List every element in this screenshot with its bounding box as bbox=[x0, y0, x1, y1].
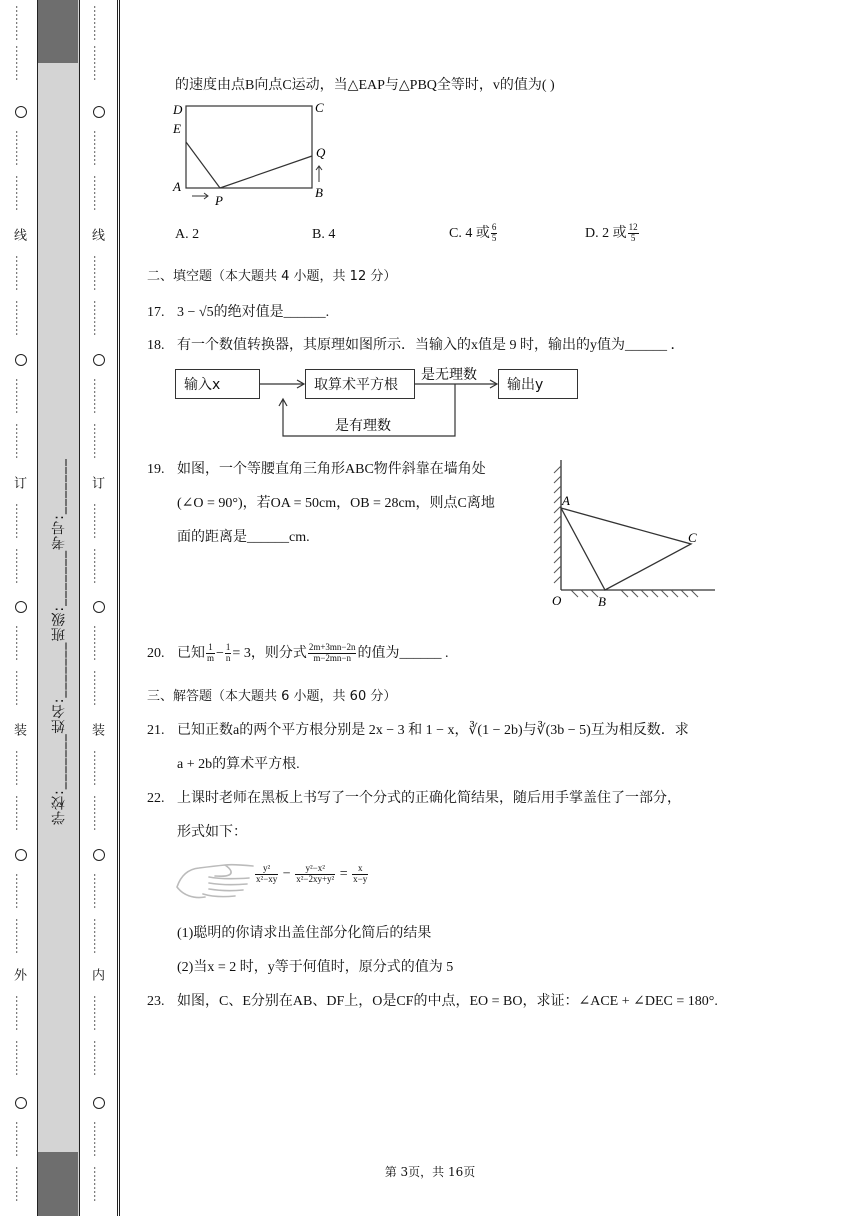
flow-arrows bbox=[255, 360, 675, 440]
binding-label: 订 bbox=[12, 476, 27, 489]
band-bottom-cap bbox=[38, 1152, 78, 1216]
dotted-line: ……… bbox=[13, 625, 27, 661]
binding-label: 装 bbox=[12, 723, 27, 736]
dotted-line: ……… bbox=[13, 130, 27, 166]
dotted-line: ……… bbox=[91, 378, 105, 414]
dotted-line: ……… bbox=[13, 918, 27, 954]
denominator: n bbox=[225, 653, 231, 664]
dotted-line: ……… bbox=[91, 300, 105, 336]
q17-expression: 3 − √5 bbox=[177, 305, 214, 320]
q18-text: 有一个数值转换器，其原理如图所示．当输入的x值是 9 时，输出的y值为______ ． bbox=[177, 338, 685, 353]
flow-rational-label: 是有理数 bbox=[335, 418, 391, 434]
section-2-heading: 二、填空题（本大题共 4 小题，共 12 分） bbox=[147, 269, 397, 284]
binding-hole-icon bbox=[93, 354, 105, 366]
q19-line-3: 面的距离是______cm. bbox=[177, 530, 310, 545]
option-c-prefix: C. 4 或 bbox=[449, 226, 490, 241]
binding-label: 装 bbox=[90, 723, 105, 736]
binding-label: 内 bbox=[90, 968, 105, 981]
student-info-fields: 学校:_______姓名:_______班级:_______考号:_______ bbox=[51, 458, 67, 825]
numerator: 12 bbox=[628, 222, 638, 233]
question-number: 18. bbox=[147, 338, 165, 353]
numerator: 1 bbox=[225, 642, 231, 653]
numerator: x bbox=[352, 864, 368, 875]
numerator: y² bbox=[255, 864, 278, 875]
label-A: A bbox=[562, 493, 570, 508]
binding-label: 线 bbox=[12, 228, 27, 241]
q20-pre: 已知 bbox=[177, 646, 205, 661]
binding-label: 线 bbox=[90, 228, 105, 241]
dotted-line: ……… bbox=[91, 995, 105, 1031]
dotted-line: ……… bbox=[91, 1040, 105, 1076]
denominator: m−2mn−n bbox=[313, 653, 351, 664]
flow-output-box: 输出y bbox=[498, 369, 578, 399]
flow-input-box: 输入x bbox=[175, 369, 260, 399]
dotted-line: ……… bbox=[91, 1166, 105, 1202]
numerator: 6 bbox=[491, 222, 497, 233]
label-E: E bbox=[173, 121, 181, 136]
question-number: 20. bbox=[147, 646, 165, 661]
dotted-line: ……… bbox=[13, 300, 27, 336]
dotted-line: ……… bbox=[13, 750, 27, 786]
label-P: P bbox=[215, 193, 223, 208]
dotted-line: ……… bbox=[13, 423, 27, 459]
label-B: B bbox=[315, 185, 323, 200]
dotted-line: ……… bbox=[13, 255, 27, 291]
q19-wall-triangle-figure bbox=[545, 458, 720, 610]
dotted-line: ……… bbox=[13, 1166, 27, 1202]
binding-hole-icon bbox=[93, 601, 105, 613]
q17-text: 的绝对值是______. bbox=[213, 305, 330, 320]
dotted-line: ……… bbox=[91, 670, 105, 706]
dotted-line: ……… bbox=[13, 45, 27, 81]
binding-hole-icon bbox=[15, 849, 27, 861]
dotted-line: ……… bbox=[91, 5, 105, 41]
dotted-line: ……… bbox=[91, 918, 105, 954]
dotted-line: ……… bbox=[91, 1121, 105, 1157]
q18 bbox=[147, 334, 685, 354]
q22-text: 上课时老师在黑板上书写了一个分式的正确化简结果，随后用手掌盖住了一部分， bbox=[177, 791, 681, 806]
dotted-line: ……… bbox=[91, 45, 105, 81]
q16-option-d bbox=[585, 222, 640, 244]
label-B: B bbox=[598, 594, 606, 609]
q23 bbox=[147, 990, 718, 1010]
dotted-line: ……… bbox=[13, 795, 27, 831]
label-A: A bbox=[173, 179, 181, 194]
q19-line-1 bbox=[147, 458, 486, 478]
label-Q: Q bbox=[316, 145, 326, 160]
binding-hole-icon bbox=[15, 354, 27, 366]
q21-line-2: a + 2b的算术平方根. bbox=[177, 757, 300, 772]
denominator: x−y bbox=[353, 873, 368, 884]
denominator: 5 bbox=[491, 233, 497, 244]
flow-process-box: 取算术平方根 bbox=[305, 369, 415, 399]
q22-sub-1: (1)聪明的你请求出盖住部分化简后的结果 bbox=[177, 926, 432, 941]
q20-mid: = 3，则分式 bbox=[232, 646, 307, 661]
dotted-line: ……… bbox=[91, 873, 105, 909]
q21-text: 已知正数a的两个平方根分别是 2x − 3 和 1 − x，∛(1 − 2b)与∛(3b − 5)互为相反数．求 bbox=[177, 723, 689, 738]
question-number: 21. bbox=[147, 723, 165, 738]
fraction bbox=[255, 864, 278, 885]
flow-irrational-label: 是无理数 bbox=[421, 367, 477, 383]
fraction bbox=[352, 864, 368, 885]
dotted-line: ……… bbox=[91, 750, 105, 786]
label-O: O bbox=[552, 593, 562, 608]
q19-text: 如图，一个等腰直角三角形ABC物件斜靠在墙角处 bbox=[177, 462, 486, 477]
q21-line-1 bbox=[147, 719, 689, 739]
q20-post: 的值为______ . bbox=[357, 646, 449, 661]
fraction bbox=[308, 643, 357, 664]
dotted-line: ……… bbox=[13, 175, 27, 211]
numerator: 1 bbox=[206, 643, 215, 654]
q17 bbox=[147, 301, 329, 321]
numerator: 2m+3mn−2n bbox=[308, 642, 356, 653]
fraction bbox=[225, 643, 232, 664]
q16-option-a: A. 2 bbox=[175, 227, 200, 242]
dotted-line: ……… bbox=[91, 130, 105, 166]
minus-sign: − bbox=[282, 866, 291, 882]
binding-label: 外 bbox=[12, 968, 27, 981]
q22-line-1 bbox=[147, 787, 681, 807]
dotted-line: ……… bbox=[13, 1121, 27, 1157]
fraction bbox=[491, 223, 498, 244]
fraction bbox=[628, 223, 639, 244]
label-C: C bbox=[315, 100, 324, 115]
question-number: 17. bbox=[147, 305, 165, 320]
hand-icon bbox=[175, 857, 257, 901]
dotted-line: ……… bbox=[13, 5, 27, 41]
binding-hole-icon bbox=[15, 1097, 27, 1109]
band-top-cap bbox=[38, 0, 78, 63]
dotted-line: ……… bbox=[91, 503, 105, 539]
q19-line-2: (∠O = 90°)，若OA = 50cm，OB = 28cm，则点C离地 bbox=[177, 496, 495, 511]
inner-binding-line bbox=[117, 0, 120, 1216]
q16-rectangle-figure bbox=[170, 100, 340, 210]
q20 bbox=[147, 642, 448, 664]
binding-hole-icon bbox=[15, 106, 27, 118]
question-number: 22. bbox=[147, 791, 165, 806]
minus-sign: − bbox=[216, 646, 224, 661]
binding-hole-icon bbox=[93, 106, 105, 118]
q16-text: 的速度由点B向点C运动，当△EAP与△PBQ全等时，v的值为( ) bbox=[175, 78, 555, 93]
numerator: y²−x² bbox=[295, 864, 335, 875]
dotted-line: ……… bbox=[91, 625, 105, 661]
dotted-line: ……… bbox=[91, 255, 105, 291]
dotted-line: ……… bbox=[91, 795, 105, 831]
denominator: x²−xy bbox=[256, 873, 278, 884]
dotted-line: ……… bbox=[13, 378, 27, 414]
dotted-line: ……… bbox=[13, 1040, 27, 1076]
fraction bbox=[206, 643, 215, 664]
dotted-line: ……… bbox=[13, 873, 27, 909]
binding-hole-icon bbox=[93, 1097, 105, 1109]
equals-sign: = bbox=[339, 866, 348, 882]
page-number: 第 3页，共 16页 bbox=[384, 1165, 476, 1179]
dotted-line: ……… bbox=[13, 670, 27, 706]
dotted-line: ……… bbox=[91, 175, 105, 211]
question-number: 19. bbox=[147, 462, 165, 477]
q23-text: 如图，C、E分别在AB、DF上，O是CF的中点，EO = BO，求证：∠ACE + ∠DEC = 180°. bbox=[177, 994, 718, 1009]
dotted-line: ……… bbox=[91, 423, 105, 459]
q22-sub-2: (2)当x = 2 时，y等于何值时，原分式的值为 5 bbox=[177, 960, 454, 975]
q16-option-b: B. 4 bbox=[312, 227, 336, 242]
label-C: C bbox=[688, 530, 697, 545]
denominator: 5 bbox=[630, 233, 636, 244]
dotted-line: ……… bbox=[13, 503, 27, 539]
label-D: D bbox=[173, 102, 183, 117]
binding-hole-icon bbox=[15, 601, 27, 613]
section-3-heading: 三、解答题（本大题共 6 小题，共 60 分） bbox=[147, 689, 397, 704]
q22-line-2: 形式如下： bbox=[177, 825, 247, 840]
option-d-prefix: D. 2 或 bbox=[585, 226, 627, 241]
q16-option-c bbox=[449, 222, 498, 244]
dotted-line: ……… bbox=[13, 995, 27, 1031]
denominator: m bbox=[207, 653, 215, 664]
q22-formula bbox=[254, 864, 369, 885]
binding-label: 订 bbox=[90, 476, 105, 489]
fraction bbox=[295, 864, 335, 885]
question-number: 23. bbox=[147, 994, 165, 1009]
dotted-line: ……… bbox=[13, 548, 27, 584]
dotted-line: ……… bbox=[91, 548, 105, 584]
binding-hole-icon bbox=[93, 849, 105, 861]
denominator: x²−2xy+y² bbox=[296, 873, 335, 884]
